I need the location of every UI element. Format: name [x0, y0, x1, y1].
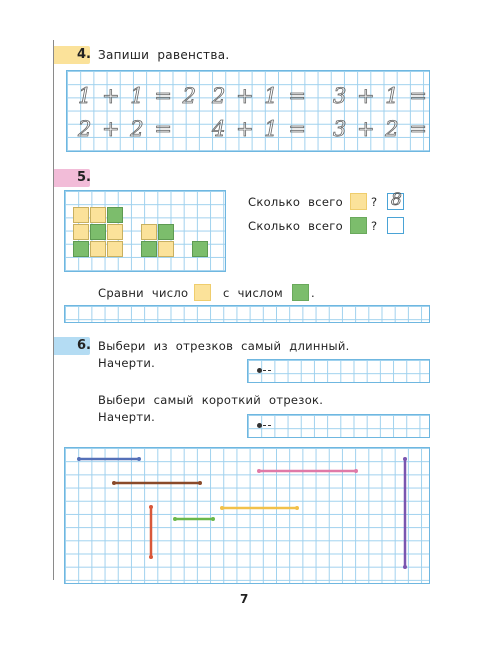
segment-yellow	[220, 506, 299, 510]
task4-equation-2: 2 + 1 =	[212, 84, 308, 108]
segment-red-vertical	[149, 505, 153, 559]
task5-question-green: Сколько всего	[248, 219, 343, 233]
segment-pink	[257, 469, 358, 473]
task4-instruction: Запиши равенства.	[98, 48, 230, 62]
task4-equation-3: 3 + 1 =	[333, 84, 429, 108]
segment-purple-vertical	[403, 457, 407, 569]
task6-draw-shortest: Начерти.	[98, 410, 156, 424]
page-number: 7	[240, 592, 249, 606]
task4-number: 4.	[77, 47, 91, 62]
task6-number: 6.	[77, 338, 91, 353]
task5-compare-text: Сравни число	[98, 286, 189, 300]
question-mark: ?	[371, 195, 378, 209]
task4-equation-4: 2 + 2 =	[78, 117, 174, 141]
task6-instruction-shortest: Выбери самый короткий отрезок.	[98, 393, 324, 407]
task4-equation-6: 3 + 2 =	[333, 117, 429, 141]
task5-number: 5.	[77, 170, 91, 185]
task5-question-yellow: Сколько всего	[248, 195, 343, 209]
task6-draw-longest: Начерти.	[98, 356, 156, 370]
task5-period: .	[311, 286, 315, 300]
task5-with-text: с числом	[223, 286, 284, 300]
segment-green	[173, 517, 215, 521]
task4-equation-5: 4 + 1 =	[212, 117, 308, 141]
segment-blue	[77, 457, 141, 461]
segment-brown	[112, 481, 202, 485]
task6-instruction-longest: Выбери из отрезков самый длинный.	[98, 339, 350, 353]
question-mark: ?	[371, 219, 378, 233]
answer-yellow-value: 8	[391, 190, 402, 210]
task4-equation-1: 1 + 1 = 2	[78, 84, 198, 108]
